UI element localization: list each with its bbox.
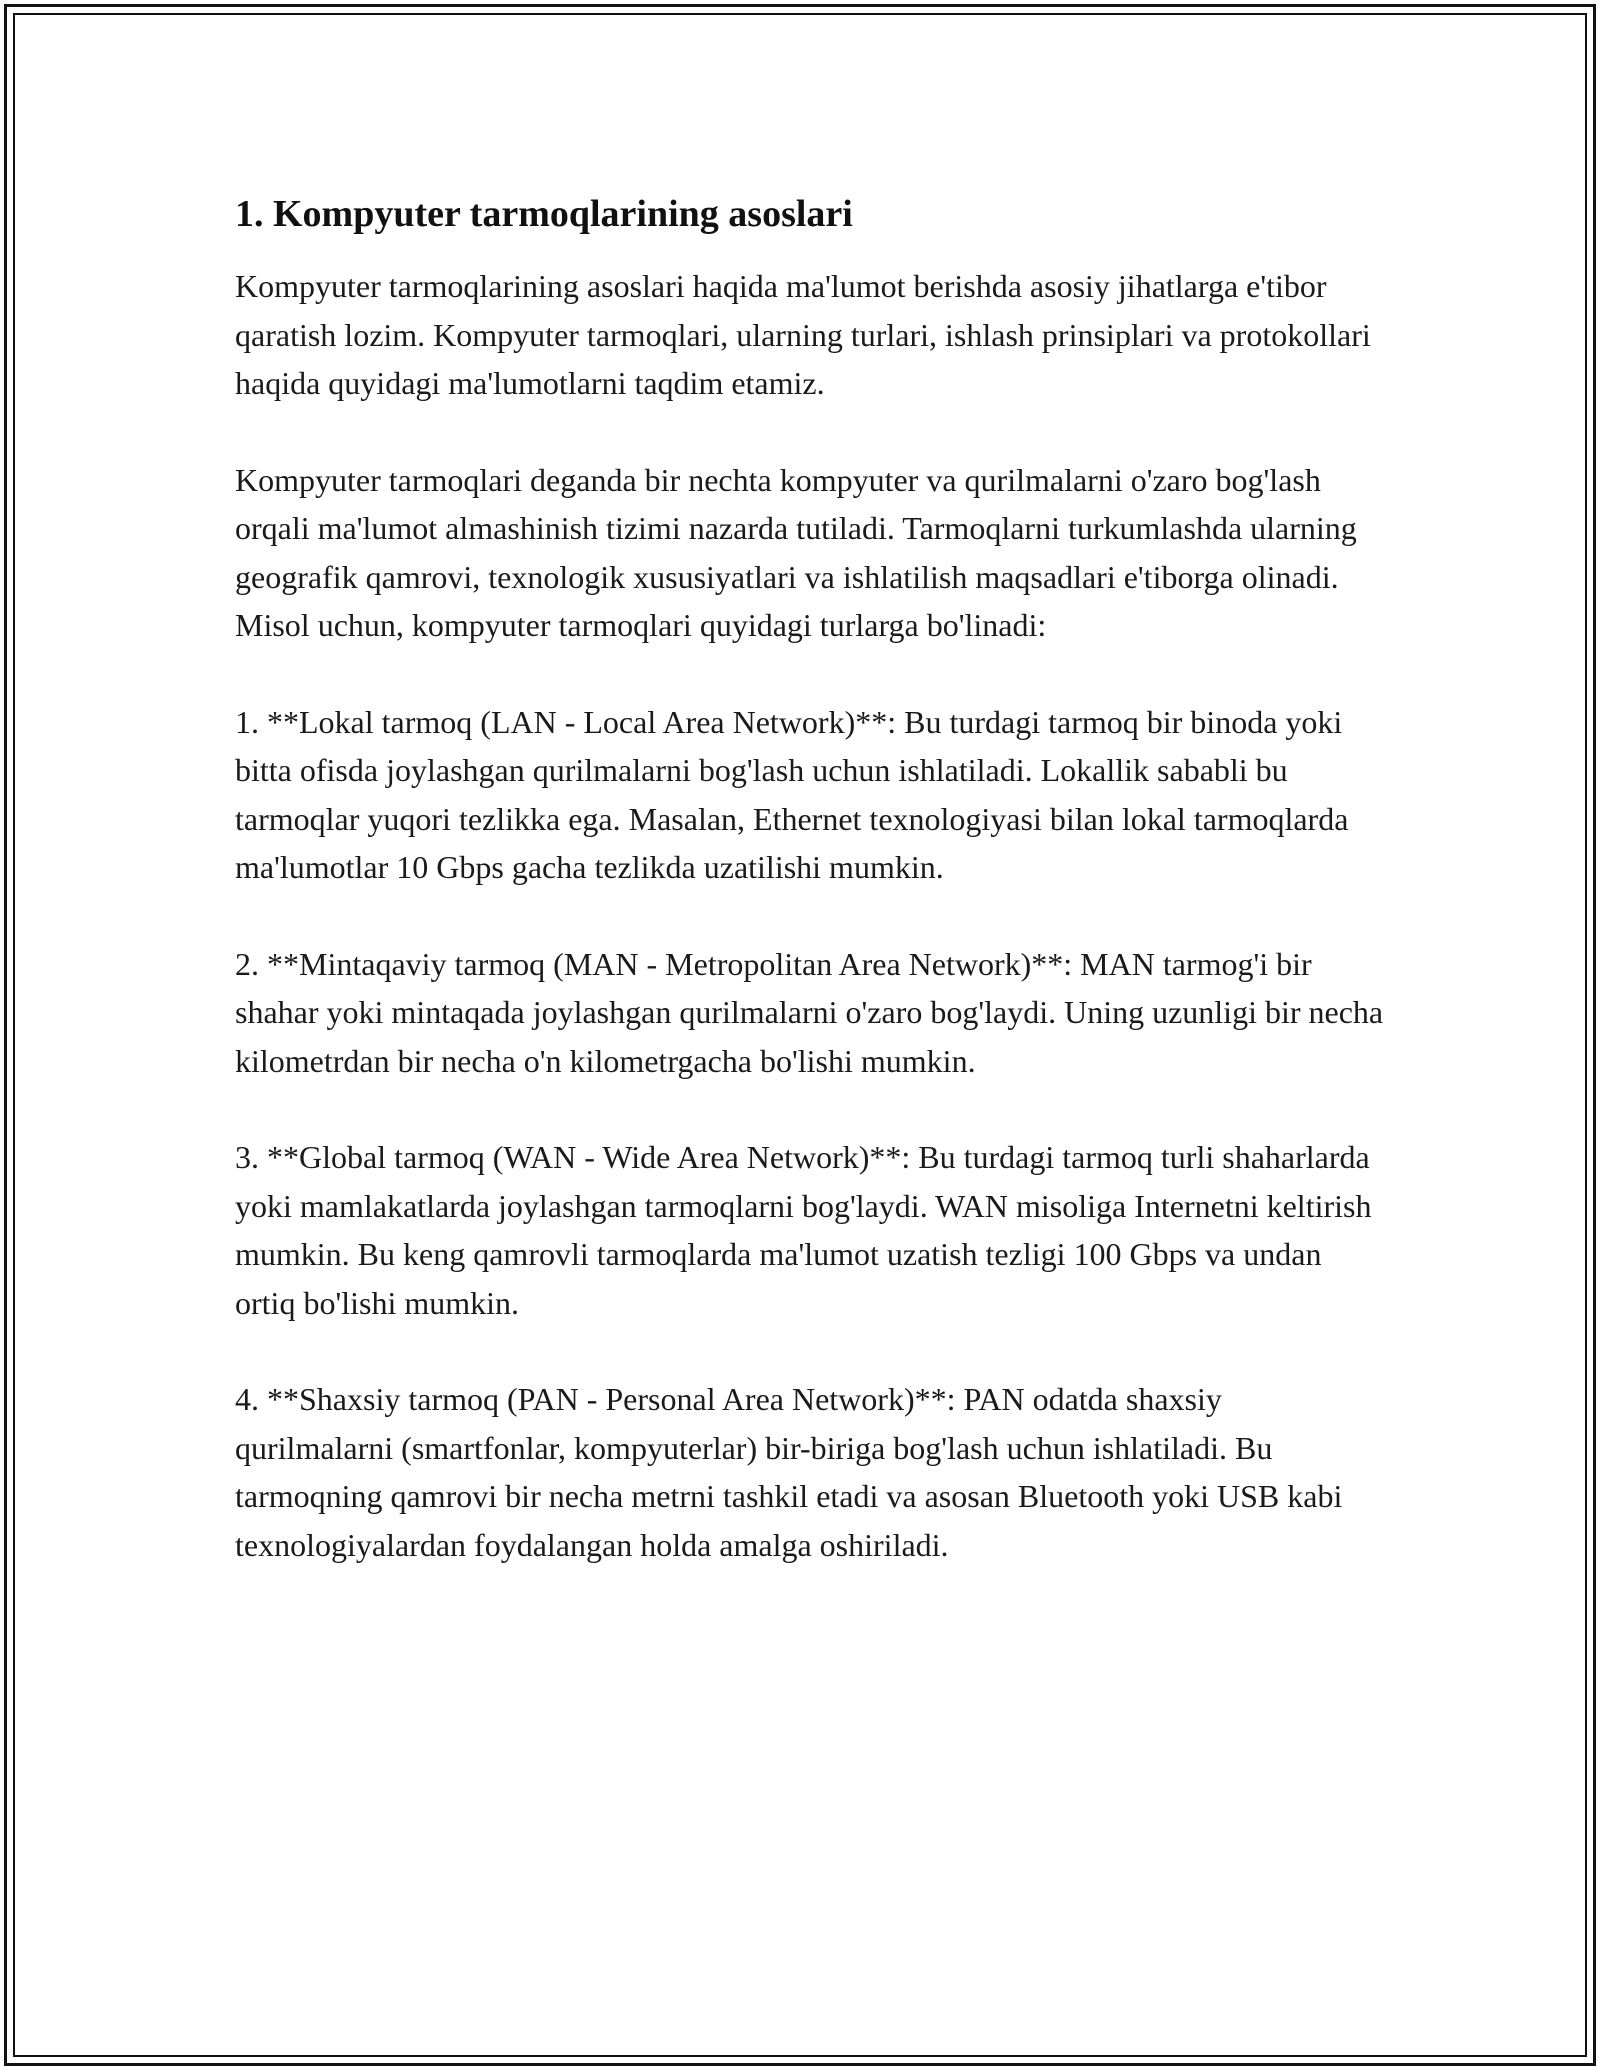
paragraph-lan: 1. **Lokal tarmoq (LAN - Local Area Network)**: Bu turdagi tarmoq bir binoda yoki bitta ofisda joylashgan qurilmalarni bog'lash uchun ishlatiladi. Lokallik sababli bu tarmoqlar yuqori tezlikka ega. Masalan, Ethernet texnologiyasi bilan lokal tarmoqlarda ma'lumotlar 10 Gbps gacha tezlikda uzatilishi mumkin. [235, 703, 1349, 885]
paragraph-wan: 3. **Global tarmoq (WAN - Wide Area Network)**: Bu turdagi tarmoq turli shaharlarda yoki mamlakatlarda joylashgan tarmoqlarni bog'laydi. WAN misoliga Internetni keltirish mumkin. Bu keng qamrovli tarmoqlarda ma'lumot uzatish tezligi 100 Gbps va undan ortiq bo'lishi mumkin. [235, 1139, 1372, 1321]
paragraph-intro: Kompyuter tarmoqlarining asoslari haqida ma'lumot berishda asosiy jihatlarga e'tibor qaratish lozim. Kompyuter tarmoqlari, ularning turlari, ishlash prinsiplari va protokollari haqida quyidagi ma'lumotlarni taqdim etamiz. [235, 268, 1371, 401]
paragraph-definition: Kompyuter tarmoqlari deganda bir nechta kompyuter va qurilmalarni o'zaro bog'lash orqali ma'lumot almashinish tizimi nazarda tutiladi. Tarmoqlarni turkumlashda ularning geografik qamrovi, texnologik xususiyatlari va ishlatilish maqsadlari e'tiborga olinadi. Misol uchun, kompyuter tarmoqlari quyidagi turlarga bo'linadi: [235, 461, 1357, 643]
document-title: 1. Kompyuter tarmoqlarining asoslari [235, 193, 853, 235]
document-body [235, 188, 1385, 1569]
paragraph-pan: 4. **Shaxsiy tarmoq (PAN - Personal Area Network)**: PAN odatda shaxsiy qurilmalarni (smartfonlar, kompyuterlar) bir-biriga bog'lash uchun ishlatiladi. Bu tarmoqning qamrovi bir necha metrni tashkil etadi va asosan Bluetooth yoki USB kabi texnologiyalardan foydalangan holda amalga oshiriladi. [235, 1381, 1343, 1563]
paragraph-man: 2. **Mintaqaviy tarmoq (MAN - Metropolitan Area Network)**: MAN tarmog'i bir shahar yoki mintaqada joylashgan qurilmalarni o'zaro bog'laydi. Uning uzunligi bir necha kilometrdan bir necha o'n kilometrgacha bo'lishi mumkin. [235, 945, 1384, 1079]
